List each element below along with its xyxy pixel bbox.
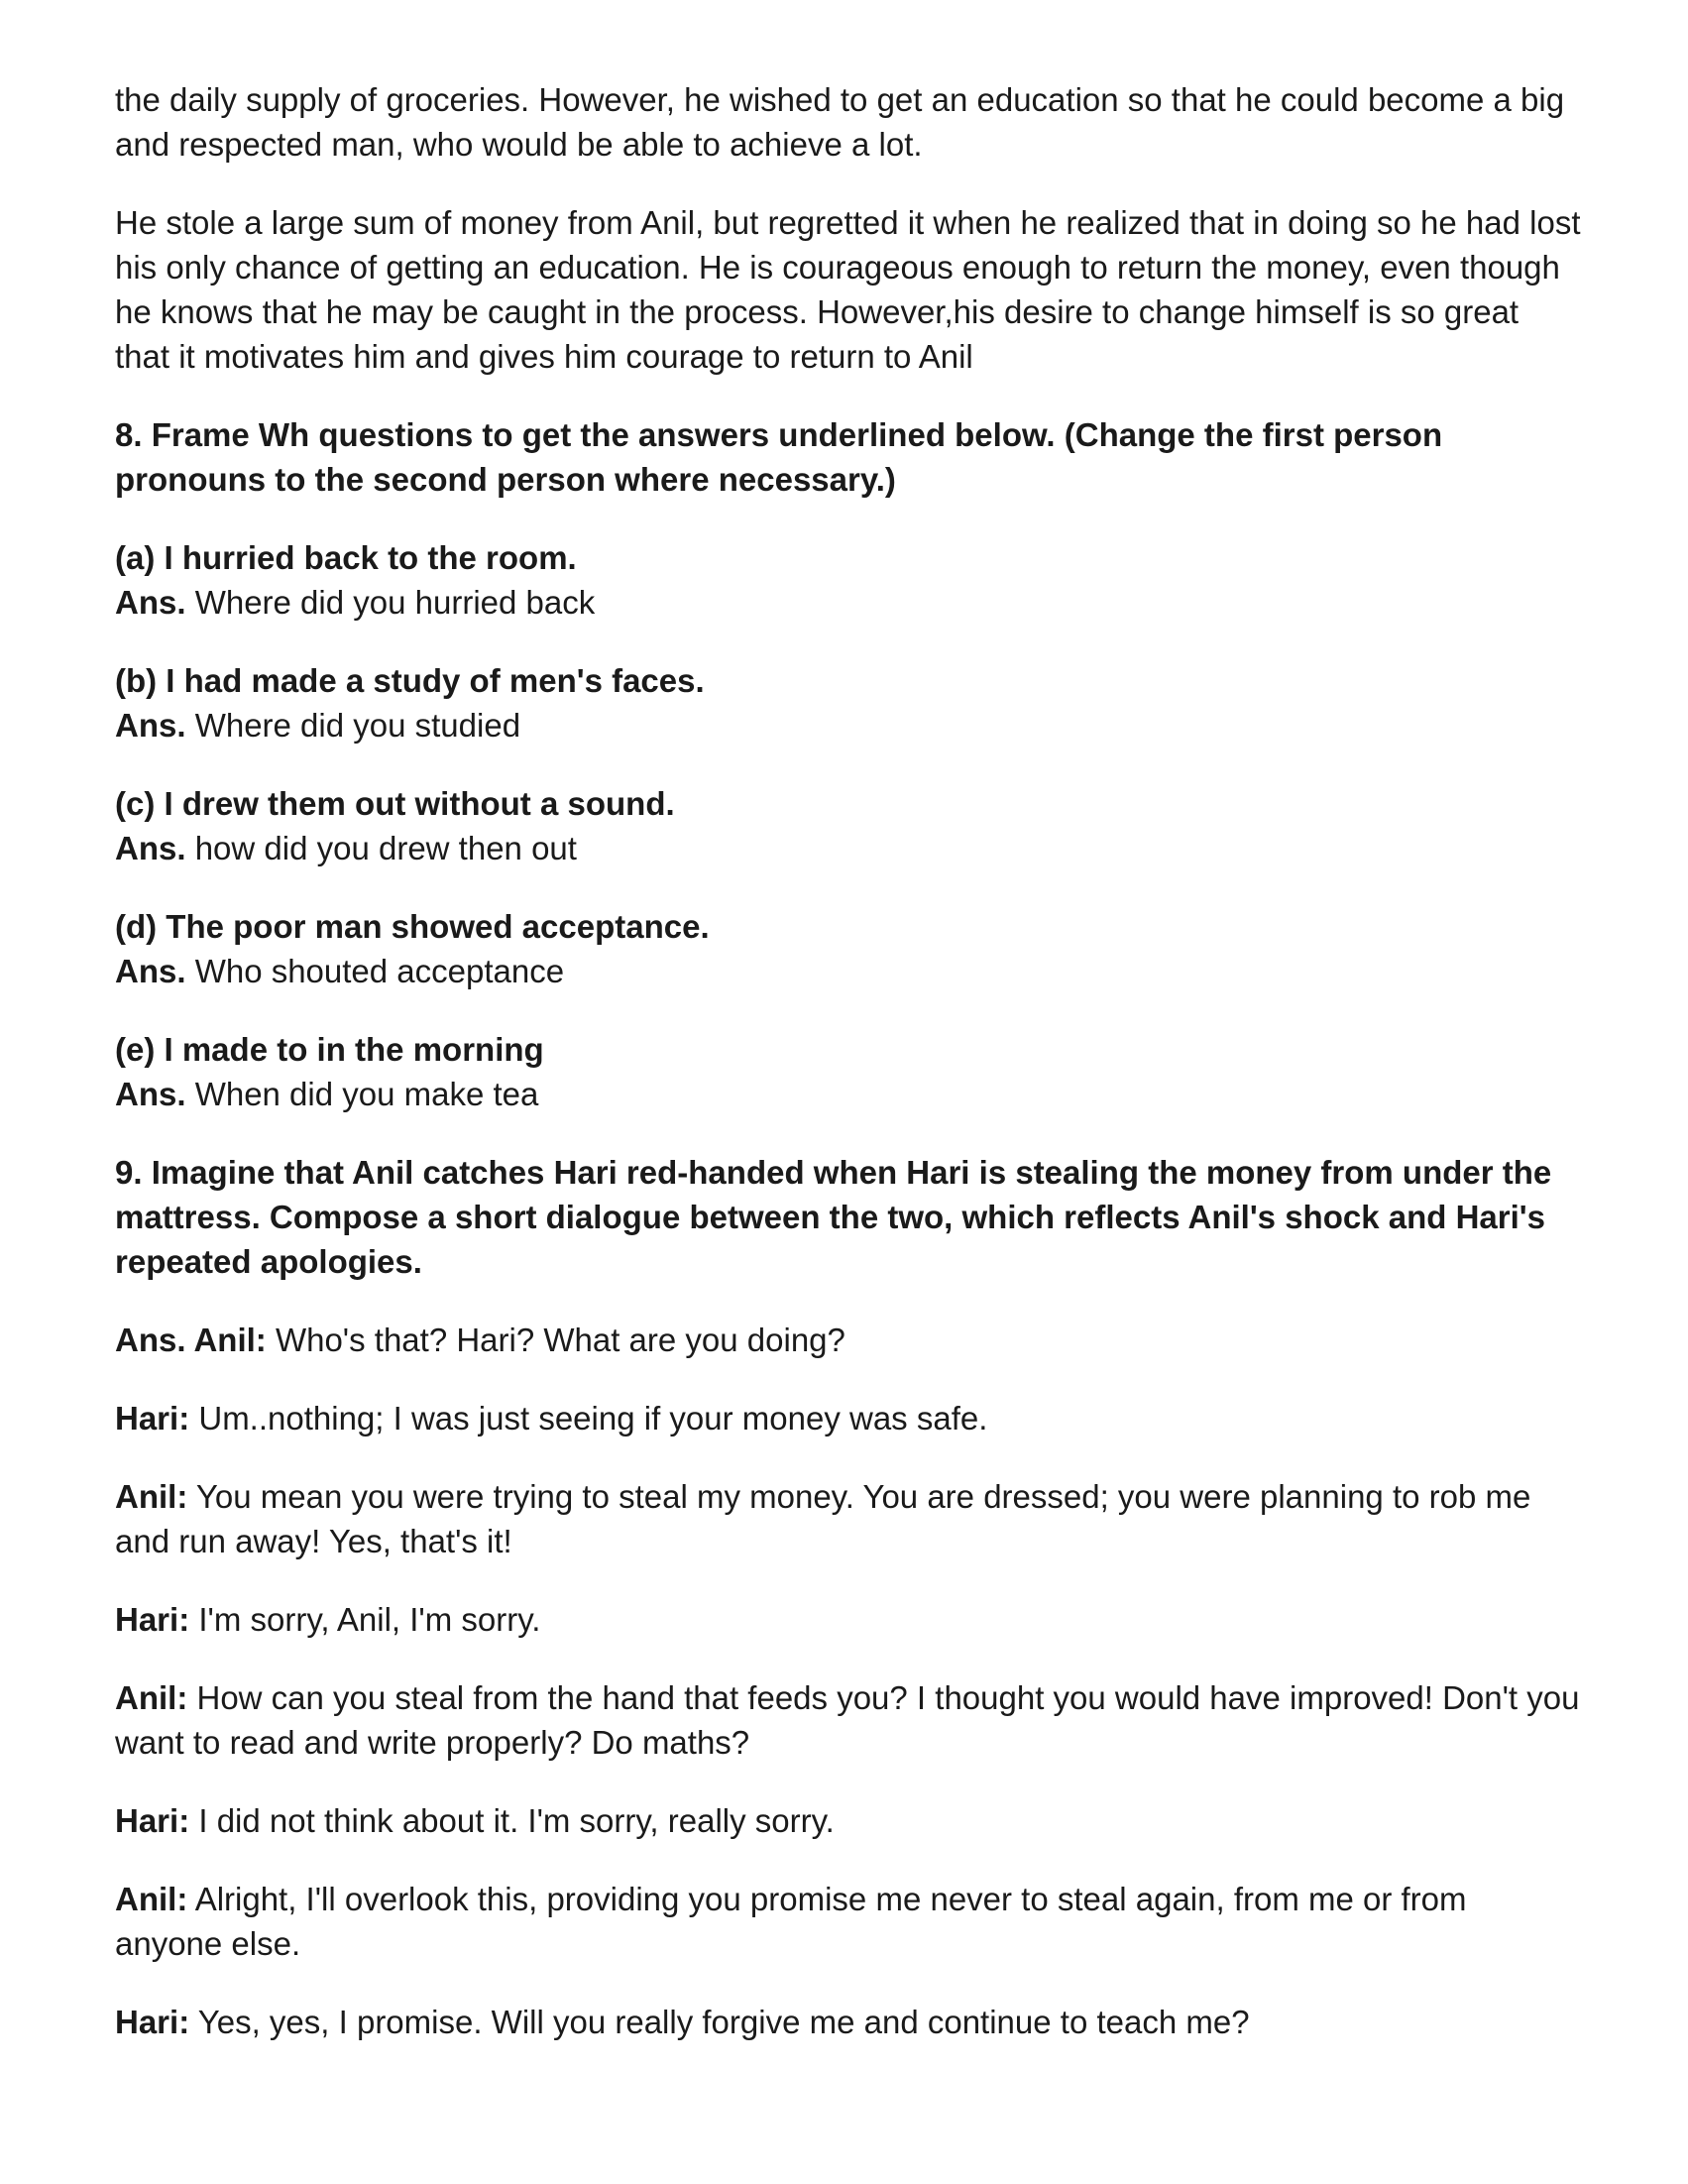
dialogue-text: Alright, I'll overlook this, providing you promise me never to steal again, from me or from anyone else. xyxy=(115,1881,1467,1962)
dialogue-line xyxy=(115,1877,1582,1966)
dialogue-line xyxy=(115,1474,1582,1563)
dialogue-text: I'm sorry, Anil, I'm sorry. xyxy=(198,1601,541,1638)
document-page xyxy=(115,77,1582,2078)
answer-line xyxy=(115,826,1582,870)
question-text: (b) I had made a study of men's faces. xyxy=(115,662,705,699)
answer-text: Where did you studied xyxy=(194,707,521,744)
speaker-label: Hari: xyxy=(115,2004,190,2040)
paragraph-1: the daily supply of groceries. However, he wished to get an education so that he could become a big and respected man, who would be able to achieve a lot. xyxy=(115,81,1565,163)
speaker-label: Hari: xyxy=(115,1601,190,1638)
question-text: (d) The poor man showed acceptance. xyxy=(115,908,710,945)
dialogue-line xyxy=(115,1798,1582,1843)
dialogue-text: Um..nothing; I was just seeing if your money was safe. xyxy=(198,1400,988,1437)
speaker-label: Hari: xyxy=(115,1802,190,1839)
dialogue-line xyxy=(115,1675,1582,1765)
question-8e xyxy=(115,1027,1582,1116)
paragraph-2: He stole a large sum of money from Anil, but regretted it when he realized that in doing so he had lost his only chance of getting an education. He is courageous enough to return the money, even though he knows that he may be caught in the process. However,his desire to change himself is so great that it motivates him and gives him courage to return to Anil xyxy=(115,204,1581,375)
question-8-prompt: 8. Frame Wh questions to get the answers underlined below. (Change the first person pronouns to the second person where necessary.) xyxy=(115,416,1443,498)
answer-label: Ans. xyxy=(115,830,186,866)
answer-line xyxy=(115,949,1582,993)
question-8d xyxy=(115,904,1582,993)
answer-label: Ans. xyxy=(115,584,186,621)
answer-label: Ans. xyxy=(115,707,186,744)
question-8b xyxy=(115,658,1582,747)
speaker-label: Anil: xyxy=(115,1478,188,1515)
answer-text: how did you drew then out xyxy=(194,830,577,866)
question-9-prompt: 9. Imagine that Anil catches Hari red-handed when Hari is stealing the money from under the mattress. Compose a short dialogue between the two, which reflects Anil's shock and Hari's repeated apologies. xyxy=(115,1154,1552,1280)
dialogue-text: Yes, yes, I promise. Will you really forgive me and continue to teach me? xyxy=(197,2004,1250,2040)
question-text: (a) I hurried back to the room. xyxy=(115,539,577,576)
dialogue-text: You mean you were trying to steal my money. You are dressed; you were planning to rob me and run away! Yes, that's it! xyxy=(115,1478,1531,1559)
question-8c xyxy=(115,781,1582,870)
dialogue-line xyxy=(115,1318,1582,1362)
answer-label: Ans. xyxy=(115,1076,186,1112)
dialogue-line xyxy=(115,1396,1582,1440)
dialogue-line xyxy=(115,1597,1582,1642)
answer-line xyxy=(115,703,1582,747)
answer-text: When did you make tea xyxy=(194,1076,539,1112)
answer-label: Ans. xyxy=(115,953,186,989)
dialogue-text: How can you steal from the hand that feeds you? I thought you would have improved! Don't you want to read and write properly? Do maths? xyxy=(115,1679,1580,1761)
dialogue-text: Who's that? Hari? What are you doing? xyxy=(275,1322,845,1358)
answer-line xyxy=(115,1072,1582,1116)
dialogue-text: I did not think about it. I'm sorry, really sorry. xyxy=(198,1802,835,1839)
question-8a xyxy=(115,535,1582,625)
speaker-label: Anil: xyxy=(115,1679,188,1716)
question-text: (c) I drew them out without a sound. xyxy=(115,785,675,822)
answer-text: Where did you hurried back xyxy=(194,584,596,621)
dialogue-line xyxy=(115,2000,1582,2044)
speaker-label: Ans. Anil: xyxy=(115,1322,267,1358)
answer-line xyxy=(115,580,1582,625)
question-text: (e) I made to in the morning xyxy=(115,1031,544,1068)
answer-text: Who shouted acceptance xyxy=(194,953,565,989)
speaker-label: Hari: xyxy=(115,1400,190,1437)
speaker-label: Anil: xyxy=(115,1881,188,1917)
